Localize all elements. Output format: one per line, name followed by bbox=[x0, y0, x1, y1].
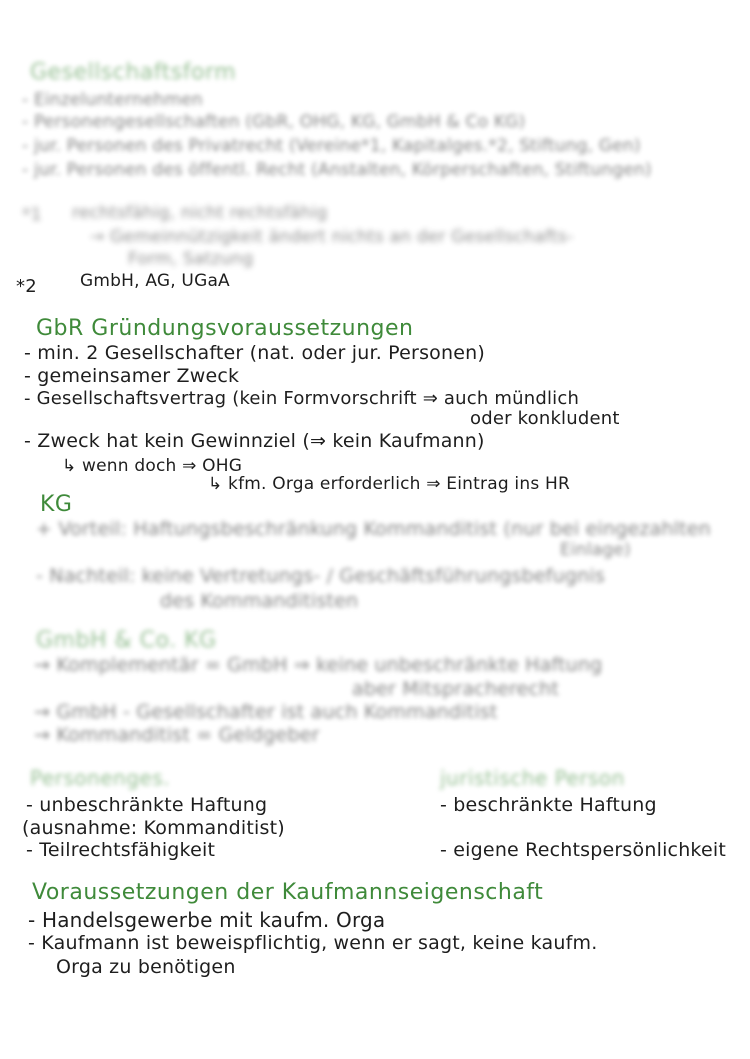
compare-right-haftung: - beschränkte Haftung bbox=[440, 794, 657, 816]
note1-sub2: Form, Satzung bbox=[128, 249, 254, 269]
kg-line-nachteil-cont: des Kommanditisten bbox=[160, 590, 359, 612]
compare-left-teilrechtsfaehigkeit: - Teilrechtsfähigkeit bbox=[26, 839, 216, 861]
heading-gmbh-co-kg: GmbH & Co. KG bbox=[36, 628, 217, 653]
gmbhco-line-gesellschafter: → GmbH - Gesellschafter ist auch Kommanditist bbox=[34, 701, 498, 723]
heading-gesellschaftsform: Gesellschaftsform bbox=[30, 60, 237, 85]
note1-sub: → Gemeinnützigkeit ändert nichts an der Gesellschafts- bbox=[90, 227, 574, 247]
gbr-line-zweck: - gemeinsamer Zweck bbox=[24, 365, 240, 387]
kaufmann-line-beweispflichtig: - Kaufmann ist beweispflichtig, wenn er sagt, keine kaufm. bbox=[28, 932, 598, 954]
gbr-line-vertrag-cont: oder konkludent bbox=[470, 408, 620, 429]
gbr-line-ohg: ↳ wenn doch ⇒ OHG bbox=[62, 456, 243, 476]
kg-line-vorteil-cont: Einlage) bbox=[560, 540, 631, 560]
gmbhco-line-geldgeber: → Kommanditist = Geldgeber bbox=[34, 724, 320, 746]
kaufmann-line-orga: Orga zu benötigen bbox=[56, 956, 236, 978]
gbr-line-hr: ↳ kfm. Orga erforderlich ⇒ Eintrag ins HR bbox=[208, 474, 570, 494]
compare-left-haftung: - unbeschränkte Haftung bbox=[26, 794, 268, 816]
heading-gbr: GbR Gründungsvoraussetzungen bbox=[36, 316, 414, 341]
kaufmann-line-handelsgewerbe: - Handelsgewerbe mit kaufm. Orga bbox=[28, 908, 386, 932]
gbr-line-gesellschafter: - min. 2 Gesellschafter (nat. oder jur. Personen) bbox=[24, 342, 485, 364]
gbr-line-vertrag: - Gesellschaftsvertrag (kein Formvorschrift ⇒ auch mündlich bbox=[24, 388, 580, 409]
kg-line-nachteil: - Nachteil: keine Vertretungs- / Geschäftsführungsbefugnis bbox=[36, 565, 605, 587]
gmbhco-line-komplementaer: → Komplementär = GmbH ⇒ keine unbeschränkte Haftung bbox=[34, 654, 603, 676]
gmbhco-line-mitsprache: aber Mitspracherecht bbox=[352, 678, 559, 700]
note2-marker: *2 bbox=[16, 276, 37, 297]
kg-line-vorteil: + Vorteil: Haftungsbeschränkung Kommanditist (nur bei eingezahlten bbox=[36, 518, 711, 540]
line-einzelunternehmen: - Einzelunternehmen bbox=[22, 90, 203, 110]
heading-kaufmannseigenschaft: Voraussetzungen der Kaufmannseigenschaft bbox=[32, 880, 544, 905]
note1-text: rechtsfähig, nicht rechtsfähig bbox=[72, 203, 328, 223]
heading-kg: KG bbox=[40, 492, 73, 517]
note1-marker: *1 bbox=[22, 205, 42, 225]
compare-left-ausnahme: (ausnahme: Kommanditist) bbox=[22, 817, 285, 839]
line-personengesellschaften: - Personengesellschaften (GbR, OHG, KG, GmbH & Co KG) bbox=[22, 112, 526, 132]
line-jur-personen-privatrecht: - jur. Personen des Privatrecht (Vereine*1, Kapitalges.*2, Stiftung, Gen) bbox=[22, 136, 641, 156]
note2-text: GmbH, AG, UGaA bbox=[80, 271, 230, 291]
line-jur-personen-oeffentl-recht: - jur. Personen des öffentl. Recht (Anstalten, Körperschaften, Stiftungen) bbox=[22, 160, 652, 180]
heading-personenges: Personenges. bbox=[30, 766, 170, 790]
heading-juristische-person: juristische Person bbox=[440, 766, 625, 790]
gbr-line-gewinnziel: - Zweck hat kein Gewinnziel (⇒ kein Kaufmann) bbox=[24, 430, 485, 452]
compare-right-rechtspersoenlichkeit: - eigene Rechtspersönlichkeit bbox=[440, 839, 726, 861]
